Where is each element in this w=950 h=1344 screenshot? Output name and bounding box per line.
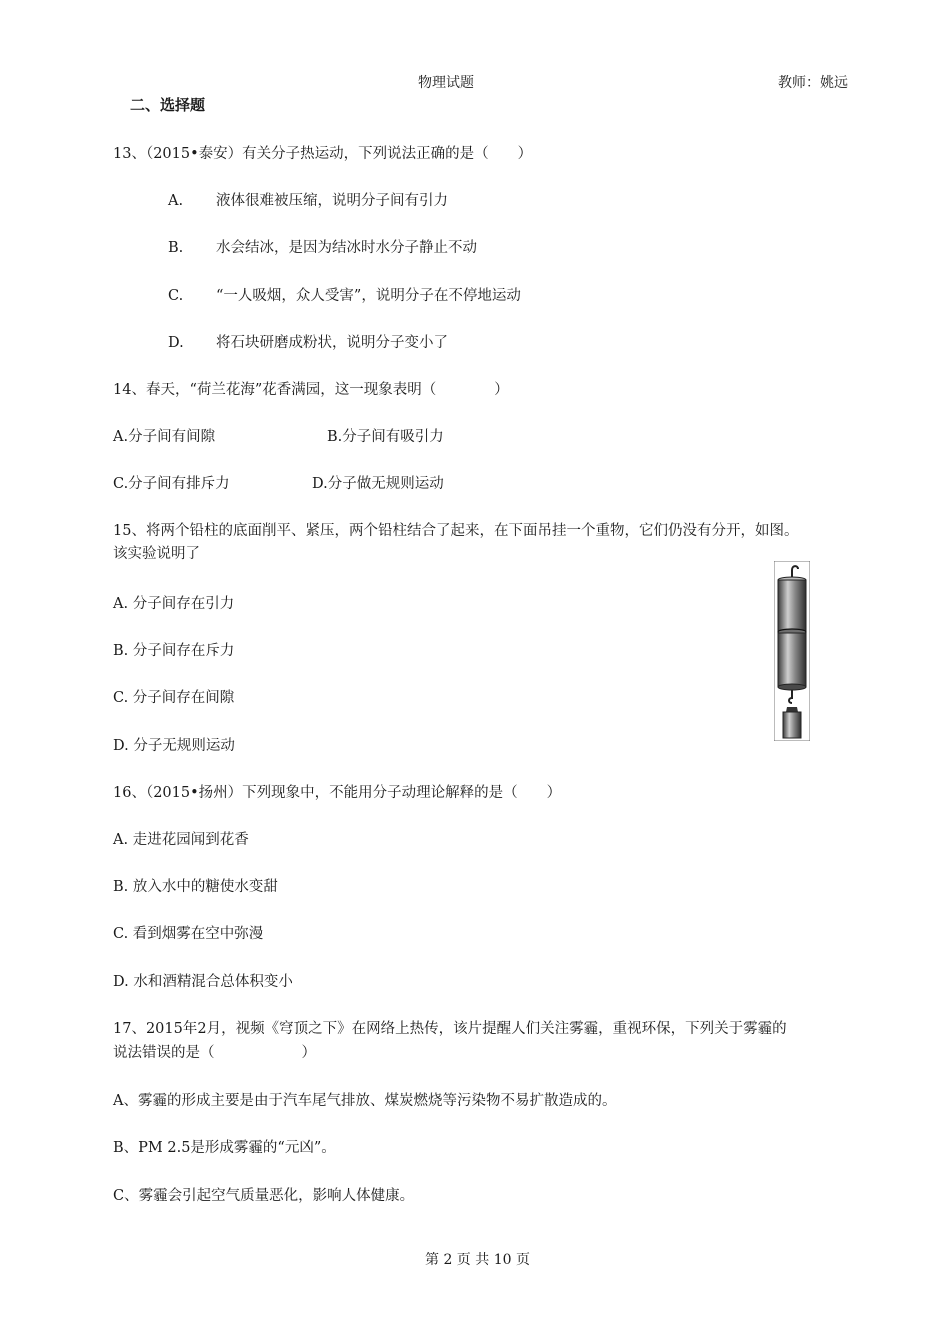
question-15-option-a: A. 分子间存在引力 (113, 596, 235, 612)
option-text: “一人吸烟，众人受害”，说明分子在不停地运动 (216, 288, 521, 304)
page-header-teacher: 教师：姚远 (778, 75, 848, 91)
question-17-stem-line1: 17、2015年2月，视频《穹顶之下》在网络上热传，该片提醒人们关注雾霾，重视环保，下列关于雾霾的 (113, 1021, 787, 1037)
question-13-option-c (168, 284, 521, 305)
question-16-option-a: A. 走进花园闻到花香 (113, 832, 249, 848)
question-15-option-b: B. 分子间存在斥力 (113, 643, 235, 659)
question-15-option-d: D. 分子无规则运动 (113, 738, 235, 754)
question-13-option-d (168, 331, 448, 352)
option-label: C. (168, 288, 184, 304)
option-text: 将石块研磨成粉状，说明分子变小了 (216, 335, 448, 351)
question-13-stem: 13、（2015•泰安）有关分子热运动，下列说法正确的是（ ） (113, 146, 533, 162)
option-text: 液体很难被压缩，说明分子间有引力 (216, 193, 448, 209)
page-header-title: 物理试题 (418, 75, 474, 91)
question-15-option-c: C. 分子间存在间隙 (113, 690, 235, 706)
question-15-stem-line2: 该实验说明了 (113, 546, 200, 562)
question-17-option-a: A、雾霾的形成主要是由于汽车尾气排放、煤炭燃烧等污染物不易扩散造成的。 (113, 1093, 617, 1109)
question-13-option-a (168, 189, 448, 210)
question-17-stem-line2: 说法错误的是（ ） (113, 1045, 316, 1061)
question-14-option-c: C.分子间有排斥力 (113, 476, 230, 492)
hanging-weight (783, 712, 801, 738)
question-16-option-b: B. 放入水中的糖使水变甜 (113, 879, 278, 895)
option-text: 水会结冰，是因为结冰时水分子静止不动 (216, 240, 477, 256)
question-14-option-d: D.分子做无规则运动 (312, 476, 444, 492)
option-label: B. (168, 240, 184, 256)
question-16-option-d: D. 水和酒精混合总体积变小 (113, 974, 293, 990)
question-16-option-c: C. 看到烟雾在空中弥漫 (113, 926, 264, 942)
question-13-option-b (168, 236, 477, 257)
lower-lead-cylinder (778, 633, 806, 687)
upper-lead-cylinder (778, 580, 806, 632)
question-14-stem: 14、春天，“荷兰花海”花香满园，这一现象表明（ ） (113, 382, 509, 398)
lower-cylinder-bottom (778, 684, 806, 690)
question-15-stem-line1: 15、将两个铅柱的底面削平、紧压，两个铅柱结合了起来，在下面吊挂一个重物，它们仍没有分开，如图。 (113, 523, 799, 539)
question-14-option-b: B.分子间有吸引力 (327, 429, 444, 445)
question-14-option-a: A.分子间有间隙 (113, 429, 216, 445)
weight-neck (786, 707, 798, 712)
lead-cylinders-figure (774, 561, 810, 741)
page-number: 第 2 页 共 10 页 (425, 1252, 530, 1268)
section-title: 二、选择题 (130, 96, 206, 114)
question-17-option-b: B、PM 2.5是形成雾霾的“元凶”。 (113, 1140, 336, 1156)
option-label: D. (168, 335, 184, 351)
question-17-option-c: C、雾霾会引起空气质量恶化，影响人体健康。 (113, 1188, 415, 1204)
question-16-stem: 16、（2015•扬州）下列现象中，不能用分子动理论解释的是（ ） (113, 785, 562, 801)
option-label: A. (168, 193, 184, 209)
